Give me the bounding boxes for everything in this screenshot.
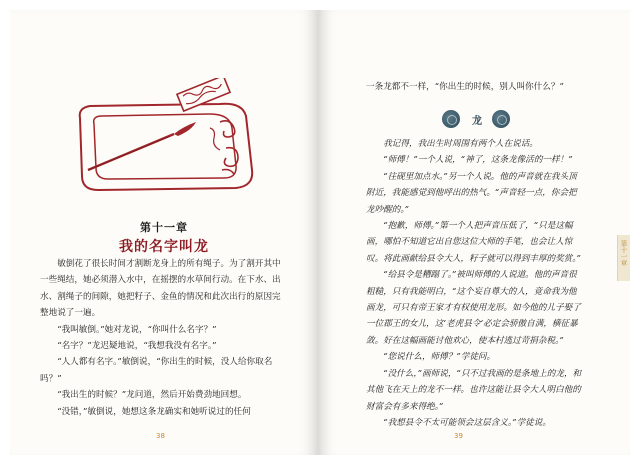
continued-line: 一条龙都不一样，“你出生的时候，别人叫你什么？” bbox=[366, 82, 564, 92]
section-mark bbox=[436, 108, 516, 130]
paragraph: “师傅！”一个人说，“神了，这条龙像活的一样！” bbox=[383, 155, 573, 166]
chapter-side-tab bbox=[617, 235, 630, 281]
side-tab-label: 第十一章 bbox=[619, 240, 628, 266]
paragraph: “抱歉，师傅。”第一个人把声音压低了，“只是这幅画，哪怕不知道它出自您这位大师的手笔，也会让人惊叹。将此画献给县令大人，籽子就可以得到丰厚的奖赏。” bbox=[366, 221, 581, 264]
seal-right-icon bbox=[492, 110, 510, 128]
section-mark-text: 龙 bbox=[472, 116, 482, 127]
paragraph: “您说什么，师傅？”学徒问。 bbox=[383, 352, 496, 363]
paragraph: “往砚里加点水。”另一个人说。他的声音就在我头顶附近，我能感觉到他呼出的热气。“声音轻一点，你会把龙吵醒的。” bbox=[366, 171, 577, 215]
paragraph: “我出生的时候？”龙问道，然后开始费劲地回想。 bbox=[57, 390, 247, 401]
book-spread bbox=[10, 10, 630, 455]
right-page bbox=[318, 10, 630, 455]
right-body-text bbox=[366, 136, 584, 431]
left-page bbox=[10, 10, 318, 455]
paragraph: 我记得，我出生时周围有两个人在说话。 bbox=[383, 139, 538, 149]
page-number: 38 bbox=[156, 432, 165, 440]
paragraph: “没什么，”画师说，“只不过我画的是条地上的龙，和其他飞在天上的龙不一样。也许这能让县令大人明白他的财富会有多来得绝。” bbox=[366, 368, 582, 412]
paragraph: “没错，”敏倒说，她想这条龙确实和她听说过的任何 bbox=[57, 406, 251, 417]
inkstone-brush-illustration bbox=[70, 78, 260, 198]
paragraph: “我想县令不太可能领会这层含义。”学徒说。 bbox=[383, 417, 551, 428]
paragraph: 敏倒花了很长时间才割断龙身上的所有绳子。为了割开其中一些绳结，她必须潜入水中，在摇摆的水草间行动。在下水、出水、割绳子的间隙，她把籽子、金鱼的情况和此次出行的原因完整地说了一遍。 bbox=[40, 259, 281, 319]
paragraph: “我叫敏倒。”她对龙说，“你叫什么名字？” bbox=[57, 324, 217, 335]
page-number: 39 bbox=[454, 432, 463, 440]
paragraph: “名字？”龙迟疑地说，“我想我没有名字。” bbox=[57, 341, 217, 352]
chapter-number: 第十一章 bbox=[140, 221, 188, 234]
left-body-text bbox=[40, 256, 286, 420]
paragraph: “人人都有名字。”敏倒说，“你出生的时候，没人给你取名吗？” bbox=[40, 357, 273, 384]
paragraph: “给县令是糟蹋了。”被叫师傅的人说道。他的声音很粗糙，只有我能明白，“这个妄自尊大的人，竟命我为他画龙，可只有帝王家才有权使用龙形。如今他的儿子娶了一位郡王的女儿，这‘老虎县令’必定会骄傲自满，横征暴敛。好在这幅画能讨他欢心，使本村逃过苛捐杂税。” bbox=[366, 270, 581, 346]
chapter-title: 我的名字叫龙 bbox=[119, 239, 209, 255]
seal-left-icon bbox=[442, 110, 460, 128]
